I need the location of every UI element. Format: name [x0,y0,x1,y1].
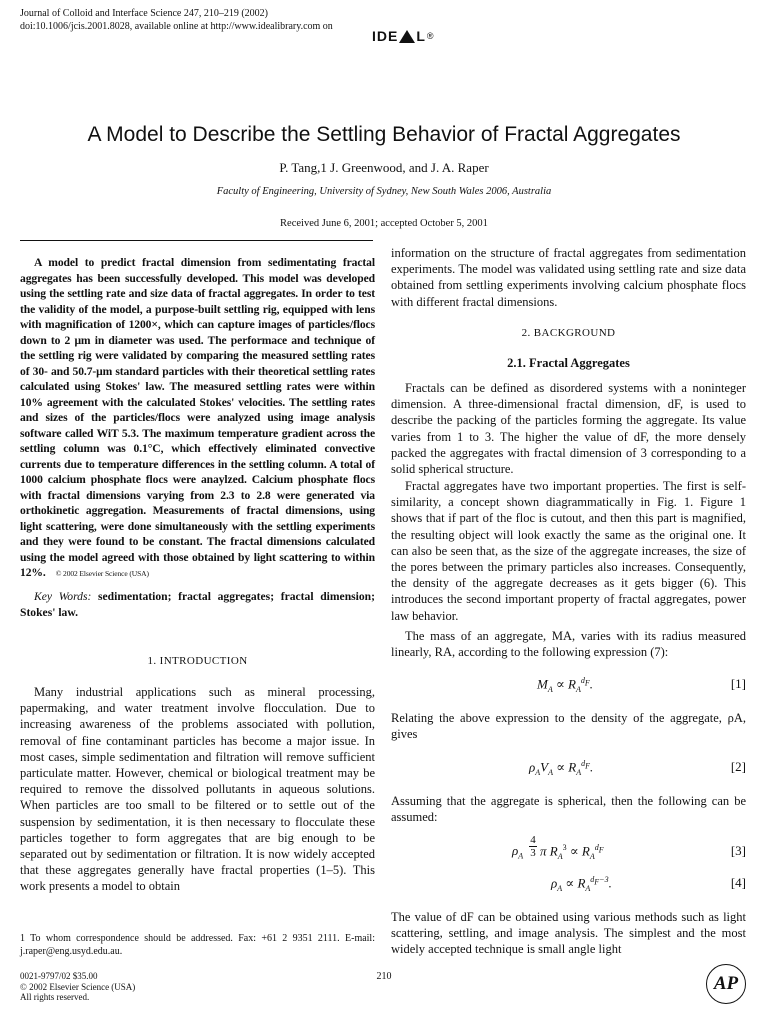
academic-press-logo: AP [706,964,746,1004]
continued-paragraph: information on the structure of fractal aggregates from sedimentation experiments. The model was validated using settling rate and size data obtained from settling experiments involving calcium phosphate flocs with different fractal dimensions. [391,246,746,309]
equation-1-number: [1] [730,676,746,691]
ideal-triangle-icon [399,30,415,43]
ideal-logo: IDE L ® [372,28,435,44]
density-paragraph: Relating the above expression to the density of the aggregate, ρA, gives [391,711,746,742]
intro-paragraph: Many industrial applications such as mineral processing, papermaking, and water treatment involve flocculation. Due to increasing awareness of the problems associated with pollution, removal of fine contaminant particles has become a major issue. In most cases, simple sedimentation and filtration will remove sufficient particulate matter. However, chemical or biological treatment may be required to remove the dissolved pollutants in aqueous solutions. When particles are too small to be filtered or to settle out of the suspension by sedimentation, it is then necessary to flocculate these particles together to form aggregates that are big enough to be separated out by sedimentation or filtration. It is now widely accepted that these aggregates generally have fractal properties (1–5). This work presents a model to obtain [20,685,375,894]
affiliation: Faculty of Engineering, University of Sydney, New South Wales 2006, Australia [216,186,552,197]
mass-radius-paragraph: The mass of an aggregate, MA, varies with its radius measured linearly, RA, according to the following expression (7): [391,629,746,660]
journal-citation: Journal of Colloid and Interface Science 247, 210–219 (2002) [20,8,268,19]
equation-2-number: [2] [730,759,746,774]
footer-rights: All rights reserved. [20,992,90,1002]
fractal-aggregates-subheading: 2.1. Fractal Aggregates [507,356,630,370]
equation-1: $M_A \propto R_A^{d_F}$. [1] [537,676,746,694]
received-dates: Received June 6, 2001; accepted October 5, 2001 [280,218,488,229]
footer-issn: 0021-9797/02 $35.00 [20,971,98,981]
equation-2: $\rho_AV_A \propto R_A^{d_F}$. [2] [529,759,746,777]
equation-4: $\rho_A \propto R_A^{d_F-3}$. [4] [551,875,746,893]
footnote: 1 To whom correspondence should be addressed. Fax: +61 2 9351 2111. E-mail: j.raper@eng.usyd.edu.au. [20,933,375,957]
keywords-label: Key Words: [34,590,92,603]
paper-title: A Model to Describe the Settling Behavior of Fractal Aggregates [87,123,681,146]
doi-line: doi:10.1006/jcis.2001.8028, available online at http://www.idealibrary.com on [20,21,333,32]
equation-4-number: [4] [730,875,746,890]
fractal-definition-paragraph: Fractals can be defined as disordered systems with a noninteger dimension. A three-dimensional fractal dimension, dF, is used to describe the packing of the particles forming the aggregate. Its value varies from 1 to 3. The higher the value of dF, the more densely packed the aggregates with fractal dimension of 3 corresponding to a solid spherical structure. [391,381,746,477]
page-number: 210 [376,971,392,982]
fractal-properties-paragraph: Fractal aggregates have two important properties. The first is self-similarity, a concept shown diagrammatically in Fig. 1. Figure 1 shows that if part of the floc is cutout, and then this part is magnified, the resulting object will look exactly the same as the original one. It can also be seen that, as the size of the aggregate increases, the size of the pores between the primary particles also increases. Consequently, the density of the aggregate decreases as it gets bigger (6). This introduces the second important property of fractal aggregates, power law behavior. [391,479,746,623]
abstract-divider [20,240,373,241]
spherical-assumption-paragraph: Assuming that the aggregate is spherical, then the following can be assumed: [391,794,746,825]
equation-3-number: [3] [730,843,746,858]
abstract-text: A model to predict fractal dimension from sedimentating fractal aggregates has been successfully developed. This model was developed using the settling rate and size data of fractal aggregates. In order to test the validity of the model, a purpose-built settling rig, equipped with lens with magnification of 1200×, which can capture images of particles/flocs down to 2 μm in diameter was used. The performace and technique of the settling rig were validated by comparing the measured settling rates of 30- and 50.7-μm standard particles with their theoretical settling rates calculated using Stokes' law. The measured settling rates were within 10% agreement with the calculated Stokes' velocities. The settling rates and sizes of the particles/flocs were analyzed using image analysis software called WiT 5.3. The maximum temperature gradient across the settling column was 0.1°C, which effectively eliminated convective currents due to temperature differences in the settling column. A total of 1000 calcium phosphate flocs were anaylzed. Calcium phosphate flocs with fractal dimensions varying from 2.3 to 2.8 were generated via orthokinetic aggregation. Measurements of fractal dimensions, using light scattering, were done simultaneously with the settling experiments and they were found to be constant. The fractal dimensions calculated using the model agreed with those obtained by light scattering to within 12%. [20,256,375,579]
keywords-list: sedimentation; fractal aggregates; fractal dimension; Stokes' law. [20,590,375,619]
abstract [20,255,375,582]
background-heading: 2. BACKGROUND [521,327,616,339]
footer-copyright: © 2002 Elsevier Science (USA) [20,981,136,992]
keywords [20,589,375,620]
abstract-copyright: © 2002 Elsevier Science (USA) [55,569,149,578]
measurement-methods-paragraph: The value of dF can be obtained using various methods such as light scattering, settling, and image analysis. The simplest and the most widely accepted technique is small angle light [391,910,746,957]
intro-heading: 1. INTRODUCTION [147,655,248,667]
author-list: P. Tang,1 J. Greenwood, and J. A. Raper [279,160,489,175]
equation-3: $\rho_A$ 4 3 π $R_A^3 \propto R_A^{d_F}$ [3] [512,834,746,861]
